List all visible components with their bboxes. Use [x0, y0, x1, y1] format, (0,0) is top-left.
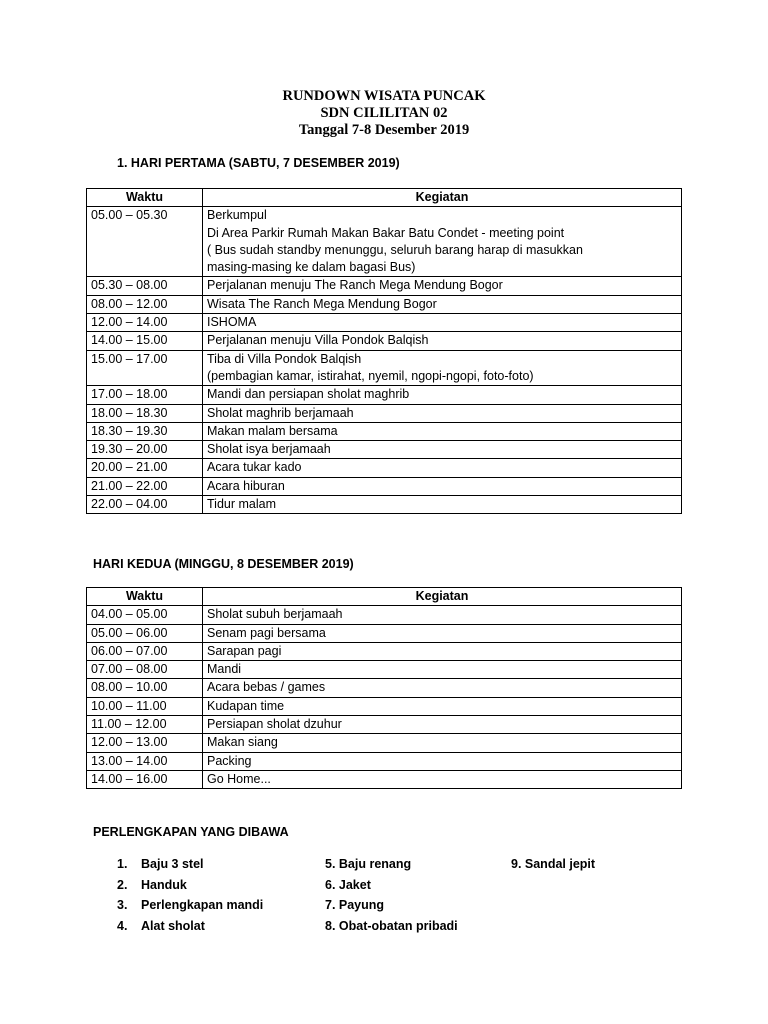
title-line-2: SDN CILILITAN 02 — [320, 105, 448, 121]
column-header-time: Waktu — [87, 588, 203, 606]
activity-cell — [203, 350, 682, 386]
activity-line: Sholat isya berjamaah — [207, 442, 331, 457]
time-cell: 18.00 – 18.30 — [87, 404, 203, 422]
table-row — [87, 697, 682, 715]
list-item-label: Handuk — [141, 877, 187, 892]
list-item-number: 3. — [117, 898, 128, 912]
list-item-label: Baju 3 stel — [141, 857, 204, 871]
activity-line: Senam pagi bersama — [207, 625, 326, 640]
day2-heading: HARI KEDUA (MINGGU, 8 DESEMBER 2019) — [93, 557, 354, 571]
activity-cell — [203, 661, 682, 679]
list-item-label: Perlengkapan mandi — [141, 898, 264, 912]
column-header-activity: Kegiatan — [203, 588, 682, 606]
activity-cell — [203, 295, 682, 313]
activity-line: Perjalanan menuju Villa Pondok Balqish — [207, 333, 429, 348]
list-item — [117, 916, 263, 937]
list-item: 6. Jaket — [325, 877, 371, 892]
table-row — [87, 679, 682, 697]
table-header-row — [87, 189, 682, 207]
time-cell: 05.00 – 05.30 — [87, 207, 203, 277]
activity-line: masing-masing ke dalam bagasi Bus) — [207, 260, 416, 275]
activity-cell — [203, 459, 682, 477]
activity-line: Makan siang — [207, 735, 278, 750]
equipment-list-column-3 — [511, 854, 595, 875]
time-cell: 12.00 – 13.00 — [87, 734, 203, 752]
time-cell: 22.00 – 04.00 — [87, 496, 203, 514]
time-cell: 08.00 – 12.00 — [87, 295, 203, 313]
table-row — [87, 734, 682, 752]
time-cell: 07.00 – 08.00 — [87, 661, 203, 679]
list-item: 7. Payung — [325, 898, 385, 912]
table-row — [87, 441, 682, 459]
activity-line: Packing — [207, 753, 252, 768]
time-cell: 15.00 – 17.00 — [87, 350, 203, 386]
time-cell: 05.30 – 08.00 — [87, 277, 203, 295]
activity-cell — [203, 404, 682, 422]
activity-cell — [203, 477, 682, 495]
document-title — [0, 88, 768, 139]
list-item — [117, 854, 263, 875]
time-cell: 04.00 – 05.00 — [87, 606, 203, 624]
activity-line: Persiapan sholat dzuhur — [207, 717, 342, 732]
activity-line: Perjalanan menuju The Ranch Mega Mendung Bogor — [207, 278, 503, 293]
activity-line: Go Home... — [207, 771, 271, 786]
activity-line: Sarapan pagi — [207, 643, 282, 658]
table-row — [87, 770, 682, 788]
activity-line: (pembagian kamar, istirahat, nyemil, ngopi-ngopi, foto-foto) — [207, 368, 534, 383]
list-item-number: 1. — [117, 857, 128, 871]
activity-line: Sholat subuh berjamaah — [207, 607, 343, 622]
activity-cell — [203, 770, 682, 788]
table-row — [87, 277, 682, 295]
time-cell: 19.30 – 20.00 — [87, 441, 203, 459]
list-item: 8. Obat-obatan pribadi — [325, 918, 458, 933]
activity-line: Kudapan time — [207, 698, 285, 713]
table-row — [87, 661, 682, 679]
activity-line: Wisata The Ranch Mega Mendung Bogor — [207, 296, 437, 311]
activity-line: Di Area Parkir Rumah Makan Bakar Batu Condet - meeting point — [207, 225, 565, 240]
list-item-number: 4. — [117, 918, 128, 933]
time-cell: 05.00 – 06.00 — [87, 624, 203, 642]
activity-cell — [203, 277, 682, 295]
equipment-list-column-1 — [117, 854, 263, 936]
table-row — [87, 295, 682, 313]
day2-schedule-table — [86, 587, 682, 789]
activity-line: Tidur malam — [207, 497, 276, 512]
table-row — [87, 422, 682, 440]
list-item-label: Alat sholat — [141, 918, 205, 933]
time-cell: 14.00 – 16.00 — [87, 770, 203, 788]
activity-line: ( Bus sudah standby menunggu, seluruh barang harap di masukkan — [207, 242, 583, 257]
activity-line: Tiba di Villa Pondok Balqish — [207, 351, 362, 366]
activity-cell — [203, 679, 682, 697]
table-row — [87, 716, 682, 734]
table-row — [87, 404, 682, 422]
list-item — [117, 895, 263, 916]
activity-cell — [203, 441, 682, 459]
title-line-1: RUNDOWN WISATA PUNCAK — [282, 88, 486, 104]
table-row — [87, 477, 682, 495]
activity-cell — [203, 332, 682, 350]
time-cell: 13.00 – 14.00 — [87, 752, 203, 770]
activity-cell — [203, 386, 682, 404]
table-row — [87, 752, 682, 770]
table-row — [87, 207, 682, 277]
table-row — [87, 624, 682, 642]
day1-schedule-table — [86, 188, 682, 514]
activity-line: Berkumpul — [207, 208, 267, 223]
activity-line: Acara tukar kado — [207, 460, 302, 475]
activity-line: Makan malam bersama — [207, 423, 338, 438]
day1-heading: 1. HARI PERTAMA (SABTU, 7 DESEMBER 2019) — [117, 156, 400, 170]
activity-cell — [203, 314, 682, 332]
activity-cell — [203, 642, 682, 660]
activity-cell — [203, 606, 682, 624]
activity-cell — [203, 422, 682, 440]
list-item-number: 2. — [117, 877, 128, 892]
list-item — [117, 875, 263, 896]
title-line-3: Tanggal 7-8 Desember 2019 — [298, 122, 470, 138]
activity-cell — [203, 697, 682, 715]
equipment-list-column-2 — [325, 854, 458, 936]
time-cell: 08.00 – 10.00 — [87, 679, 203, 697]
table-row — [87, 606, 682, 624]
activity-line: Acara hiburan — [207, 478, 285, 493]
time-cell: 06.00 – 07.00 — [87, 642, 203, 660]
activity-cell — [203, 752, 682, 770]
column-header-time: Waktu — [87, 189, 203, 207]
table-row — [87, 332, 682, 350]
table-row — [87, 386, 682, 404]
table-row — [87, 350, 682, 386]
time-cell: 17.00 – 18.00 — [87, 386, 203, 404]
list-item: 5. Baju renang — [325, 857, 412, 871]
table-row — [87, 642, 682, 660]
time-cell: 21.00 – 22.00 — [87, 477, 203, 495]
activity-line: ISHOMA — [207, 315, 257, 330]
activity-line: Sholat maghrib berjamaah — [207, 405, 354, 420]
table-row — [87, 459, 682, 477]
time-cell: 12.00 – 14.00 — [87, 314, 203, 332]
time-cell: 18.30 – 19.30 — [87, 422, 203, 440]
column-header-activity: Kegiatan — [203, 189, 682, 207]
activity-line: Mandi dan persiapan sholat maghrib — [207, 387, 410, 402]
activity-cell — [203, 734, 682, 752]
table-row — [87, 314, 682, 332]
time-cell: 11.00 – 12.00 — [87, 716, 203, 734]
list-item: 9. Sandal jepit — [511, 857, 596, 871]
activity-line: Acara bebas / games — [207, 680, 326, 695]
activity-line: Mandi — [207, 662, 242, 677]
time-cell: 14.00 – 15.00 — [87, 332, 203, 350]
table-header-row — [87, 588, 682, 606]
activity-cell — [203, 716, 682, 734]
time-cell: 20.00 – 21.00 — [87, 459, 203, 477]
activity-cell — [203, 207, 682, 277]
table-row — [87, 496, 682, 514]
activity-cell — [203, 624, 682, 642]
activity-cell — [203, 496, 682, 514]
equipment-heading: PERLENGKAPAN YANG DIBAWA — [93, 825, 289, 839]
time-cell: 10.00 – 11.00 — [87, 697, 203, 715]
